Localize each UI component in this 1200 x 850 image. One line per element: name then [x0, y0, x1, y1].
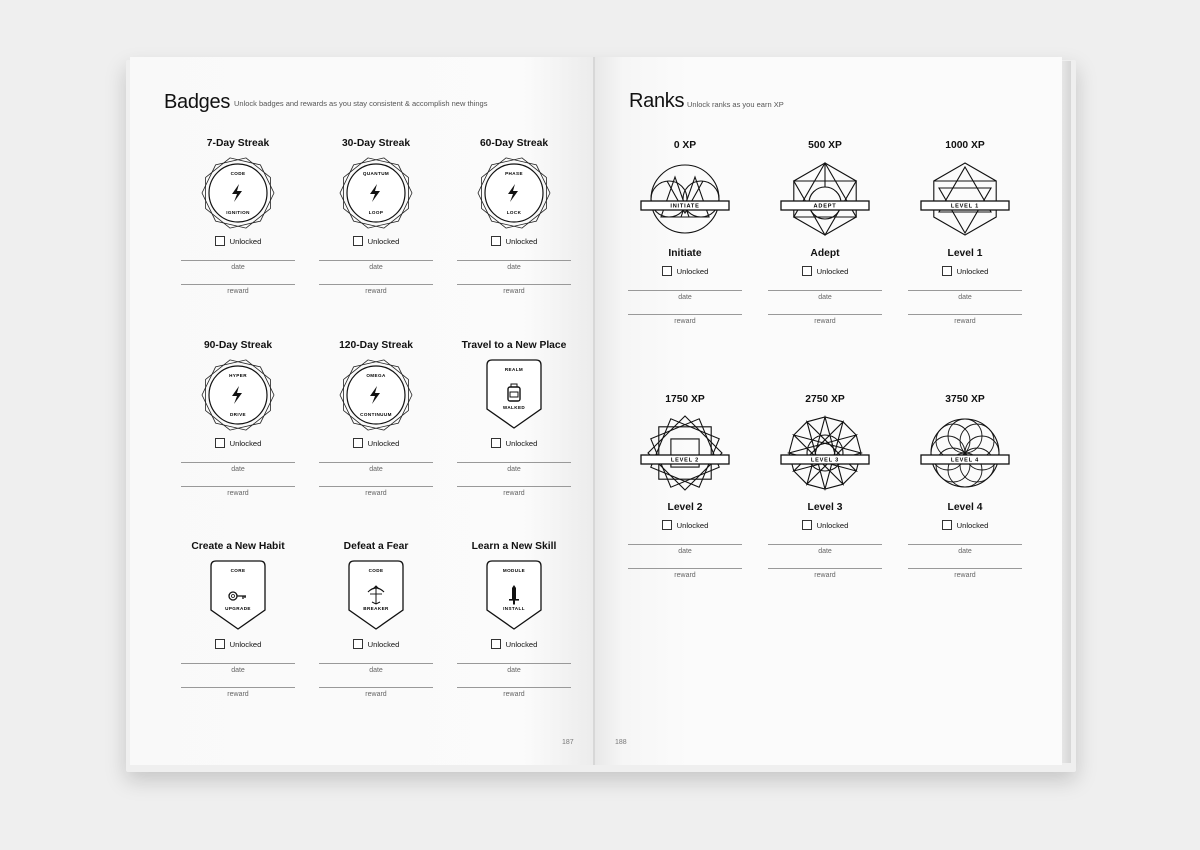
- badge-bottom-text: CONTINUUM: [360, 412, 392, 417]
- badge-bottom-text: WALKED: [502, 405, 526, 410]
- rank-xp: 2750 XP: [805, 394, 845, 405]
- badge-title: Travel to a New Place: [461, 340, 567, 351]
- unlocked-checkbox-row[interactable]: [316, 437, 436, 449]
- date-field[interactable]: date: [908, 290, 1022, 301]
- hexagon-cube-geometry: [794, 163, 856, 235]
- seed-of-life-geometry: [931, 419, 999, 487]
- badge-top-text: MODULE: [502, 568, 526, 573]
- badge-top-text: HYPER: [229, 373, 247, 378]
- rank-card: [765, 139, 885, 325]
- unlocked-checkbox[interactable]: [942, 520, 952, 530]
- page-number: 187: [562, 739, 574, 746]
- rank-xp: 1000 XP: [945, 140, 985, 151]
- unlocked-label: Unlocked: [676, 266, 709, 276]
- page-number: 188: [615, 739, 627, 746]
- rank-name: Level 2: [667, 502, 703, 513]
- unlocked-checkbox[interactable]: [353, 438, 363, 448]
- rank-name: Level 4: [947, 502, 983, 513]
- rank-name: Initiate: [668, 248, 702, 259]
- unlocked-checkbox[interactable]: [215, 639, 225, 649]
- badge-card: [178, 137, 298, 295]
- rank-banner-text: LEVEL 3: [810, 457, 840, 464]
- unlocked-checkbox[interactable]: [942, 266, 952, 276]
- unlocked-checkbox-row[interactable]: [625, 265, 745, 277]
- unlocked-checkbox-row[interactable]: [316, 638, 436, 650]
- unlocked-checkbox[interactable]: [215, 438, 225, 448]
- reward-field[interactable]: reward: [319, 486, 433, 497]
- rank-card: [625, 393, 745, 579]
- unlocked-checkbox-row[interactable]: [905, 519, 1025, 531]
- unlocked-checkbox[interactable]: [491, 639, 501, 649]
- unlocked-checkbox-row[interactable]: [178, 437, 298, 449]
- badge-title: 90-Day Streak: [203, 340, 273, 351]
- flower-emblem: [178, 155, 298, 231]
- unlocked-checkbox-row[interactable]: [454, 638, 574, 650]
- badge-bottom-text: INSTALL: [503, 606, 525, 611]
- unlocked-label: Unlocked: [505, 639, 538, 649]
- flower-emblem: [178, 357, 298, 433]
- rank-emblem: [905, 411, 1025, 495]
- rank-card: [905, 393, 1025, 579]
- reward-field[interactable]: reward: [319, 687, 433, 698]
- unlocked-checkbox[interactable]: [662, 520, 672, 530]
- unlocked-checkbox-row[interactable]: [905, 265, 1025, 277]
- date-field[interactable]: date: [908, 544, 1022, 555]
- flower-emblem: [316, 155, 436, 231]
- badge-bottom-text: LOOP: [368, 210, 384, 215]
- date-field[interactable]: date: [319, 260, 433, 271]
- reward-field[interactable]: reward: [319, 284, 433, 295]
- rank-card: [905, 139, 1025, 325]
- badge-title: Defeat a Fear: [343, 541, 409, 552]
- badge-bottom-text: BREAKER: [363, 606, 389, 611]
- triangles-circle-geometry: [651, 165, 719, 233]
- badge-bottom-text: IGNITION: [226, 210, 250, 215]
- unlocked-label: Unlocked: [367, 236, 400, 246]
- rotated-squares-geometry: [648, 416, 722, 490]
- unlocked-checkbox[interactable]: [802, 520, 812, 530]
- flower-emblem: [316, 357, 436, 433]
- unlocked-checkbox[interactable]: [353, 639, 363, 649]
- rank-name: Level 3: [807, 502, 843, 513]
- unlocked-checkbox[interactable]: [491, 236, 501, 246]
- rank-banner-text: LEVEL 4: [950, 457, 980, 464]
- date-field[interactable]: date: [457, 462, 571, 473]
- unlocked-checkbox-row[interactable]: [625, 519, 745, 531]
- badge-title: 30-Day Streak: [341, 138, 411, 149]
- rank-emblem: [625, 157, 745, 241]
- badges-page: [130, 57, 593, 765]
- badge-card: [178, 540, 298, 698]
- rank-xp: 3750 XP: [945, 394, 985, 405]
- date-field[interactable]: date: [768, 290, 882, 301]
- badge-card: [316, 339, 436, 497]
- date-field[interactable]: date: [181, 663, 295, 674]
- unlocked-checkbox-row[interactable]: [178, 638, 298, 650]
- reward-field[interactable]: reward: [457, 486, 571, 497]
- badge-title: Learn a New Skill: [471, 541, 557, 552]
- unlocked-label: Unlocked: [505, 438, 538, 448]
- reward-field[interactable]: reward: [768, 568, 882, 579]
- page-subtitle: Unlock ranks as you earn XP: [687, 100, 784, 109]
- badge-title: 7-Day Streak: [206, 138, 270, 149]
- unlocked-checkbox[interactable]: [491, 438, 501, 448]
- rank-emblem: [765, 411, 885, 495]
- unlocked-label: Unlocked: [816, 520, 849, 530]
- unlocked-label: Unlocked: [956, 266, 989, 276]
- unlocked-checkbox-row[interactable]: [454, 235, 574, 247]
- reward-field[interactable]: reward: [457, 687, 571, 698]
- rank-card: [625, 139, 745, 325]
- date-field[interactable]: date: [319, 462, 433, 473]
- unlocked-checkbox-row[interactable]: [765, 265, 885, 277]
- reward-field[interactable]: reward: [181, 284, 295, 295]
- unlocked-label: Unlocked: [816, 266, 849, 276]
- badge-top-text: CODE: [368, 568, 384, 573]
- reward-field[interactable]: reward: [181, 486, 295, 497]
- rank-xp: 0 XP: [673, 140, 697, 151]
- date-field[interactable]: date: [457, 663, 571, 674]
- rank-card: [765, 393, 885, 579]
- unlocked-label: Unlocked: [367, 438, 400, 448]
- rank-name: Adept: [810, 248, 840, 259]
- page-subtitle: Unlock badges and rewards as you stay consistent & accomplish new things: [234, 99, 488, 108]
- badge-title: 60-Day Streak: [479, 138, 549, 149]
- date-field[interactable]: date: [628, 544, 742, 555]
- badge-top-text: PHASE: [505, 171, 523, 176]
- unlocked-label: Unlocked: [229, 639, 262, 649]
- rank-xp: 1750 XP: [665, 394, 705, 405]
- unlocked-checkbox[interactable]: [662, 266, 672, 276]
- star-polygon-geometry: [789, 417, 861, 489]
- badge-card: [454, 540, 574, 698]
- rank-xp: 500 XP: [808, 140, 842, 151]
- unlocked-checkbox[interactable]: [353, 236, 363, 246]
- date-field[interactable]: date: [319, 663, 433, 674]
- badge-bottom-text: LOCK: [506, 210, 522, 215]
- flower-emblem: [454, 155, 574, 231]
- rank-emblem: [625, 411, 745, 495]
- reward-field[interactable]: reward: [908, 568, 1022, 579]
- reward-field[interactable]: reward: [628, 314, 742, 325]
- badge-card: [178, 339, 298, 497]
- badge-card: [316, 540, 436, 698]
- unlocked-label: Unlocked: [676, 520, 709, 530]
- ranks-page: [595, 57, 1062, 765]
- unlocked-checkbox-row[interactable]: [178, 235, 298, 247]
- badge-card: [454, 339, 574, 497]
- page-title: Ranks: [629, 90, 685, 112]
- unlocked-label: Unlocked: [367, 639, 400, 649]
- badge-bottom-text: DRIVE: [229, 412, 247, 417]
- unlocked-checkbox-row[interactable]: [765, 519, 885, 531]
- unlocked-checkbox-row[interactable]: [316, 235, 436, 247]
- hexagon-triangles-geometry: [934, 163, 996, 235]
- shield-emblem: [178, 558, 298, 634]
- date-field[interactable]: date: [768, 544, 882, 555]
- badge-title: 120-Day Streak: [339, 340, 413, 351]
- shield-emblem: [316, 558, 436, 634]
- badge-card: [316, 137, 436, 295]
- reward-field[interactable]: reward: [908, 314, 1022, 325]
- shield-emblem: [454, 558, 574, 634]
- date-field[interactable]: date: [457, 260, 571, 271]
- page-title: Badges: [164, 91, 231, 113]
- shield-emblem: [454, 357, 574, 433]
- unlocked-label: Unlocked: [229, 438, 262, 448]
- rank-banner-text: LEVEL 2: [670, 457, 700, 464]
- rank-banner-text: LEVEL 1: [950, 203, 980, 210]
- badge-title: Create a New Habit: [191, 541, 285, 552]
- rank-banner-text: ADEPT: [813, 203, 837, 210]
- rank-banner-text: INITIATE: [670, 203, 700, 210]
- badge-top-text: OMEGA: [366, 373, 386, 378]
- badge-top-text: CORE: [230, 568, 246, 573]
- reward-field[interactable]: reward: [457, 284, 571, 295]
- rank-emblem: [905, 157, 1025, 241]
- unlocked-label: Unlocked: [956, 520, 989, 530]
- date-field[interactable]: date: [181, 462, 295, 473]
- badge-top-text: QUANTUM: [362, 171, 390, 176]
- unlocked-checkbox[interactable]: [215, 236, 225, 246]
- reward-field[interactable]: reward: [181, 687, 295, 698]
- unlocked-checkbox-row[interactable]: [454, 437, 574, 449]
- rank-name: Level 1: [947, 248, 983, 259]
- badge-card: [454, 137, 574, 295]
- unlocked-label: Unlocked: [229, 236, 262, 246]
- date-field[interactable]: date: [628, 290, 742, 301]
- unlocked-checkbox[interactable]: [802, 266, 812, 276]
- unlocked-label: Unlocked: [505, 236, 538, 246]
- badge-bottom-text: UPGRADE: [225, 606, 251, 611]
- reward-field[interactable]: reward: [768, 314, 882, 325]
- badge-top-text: REALM: [504, 367, 524, 372]
- badge-top-text: CODE: [230, 171, 246, 176]
- reward-field[interactable]: reward: [628, 568, 742, 579]
- rank-emblem: [765, 157, 885, 241]
- date-field[interactable]: date: [181, 260, 295, 271]
